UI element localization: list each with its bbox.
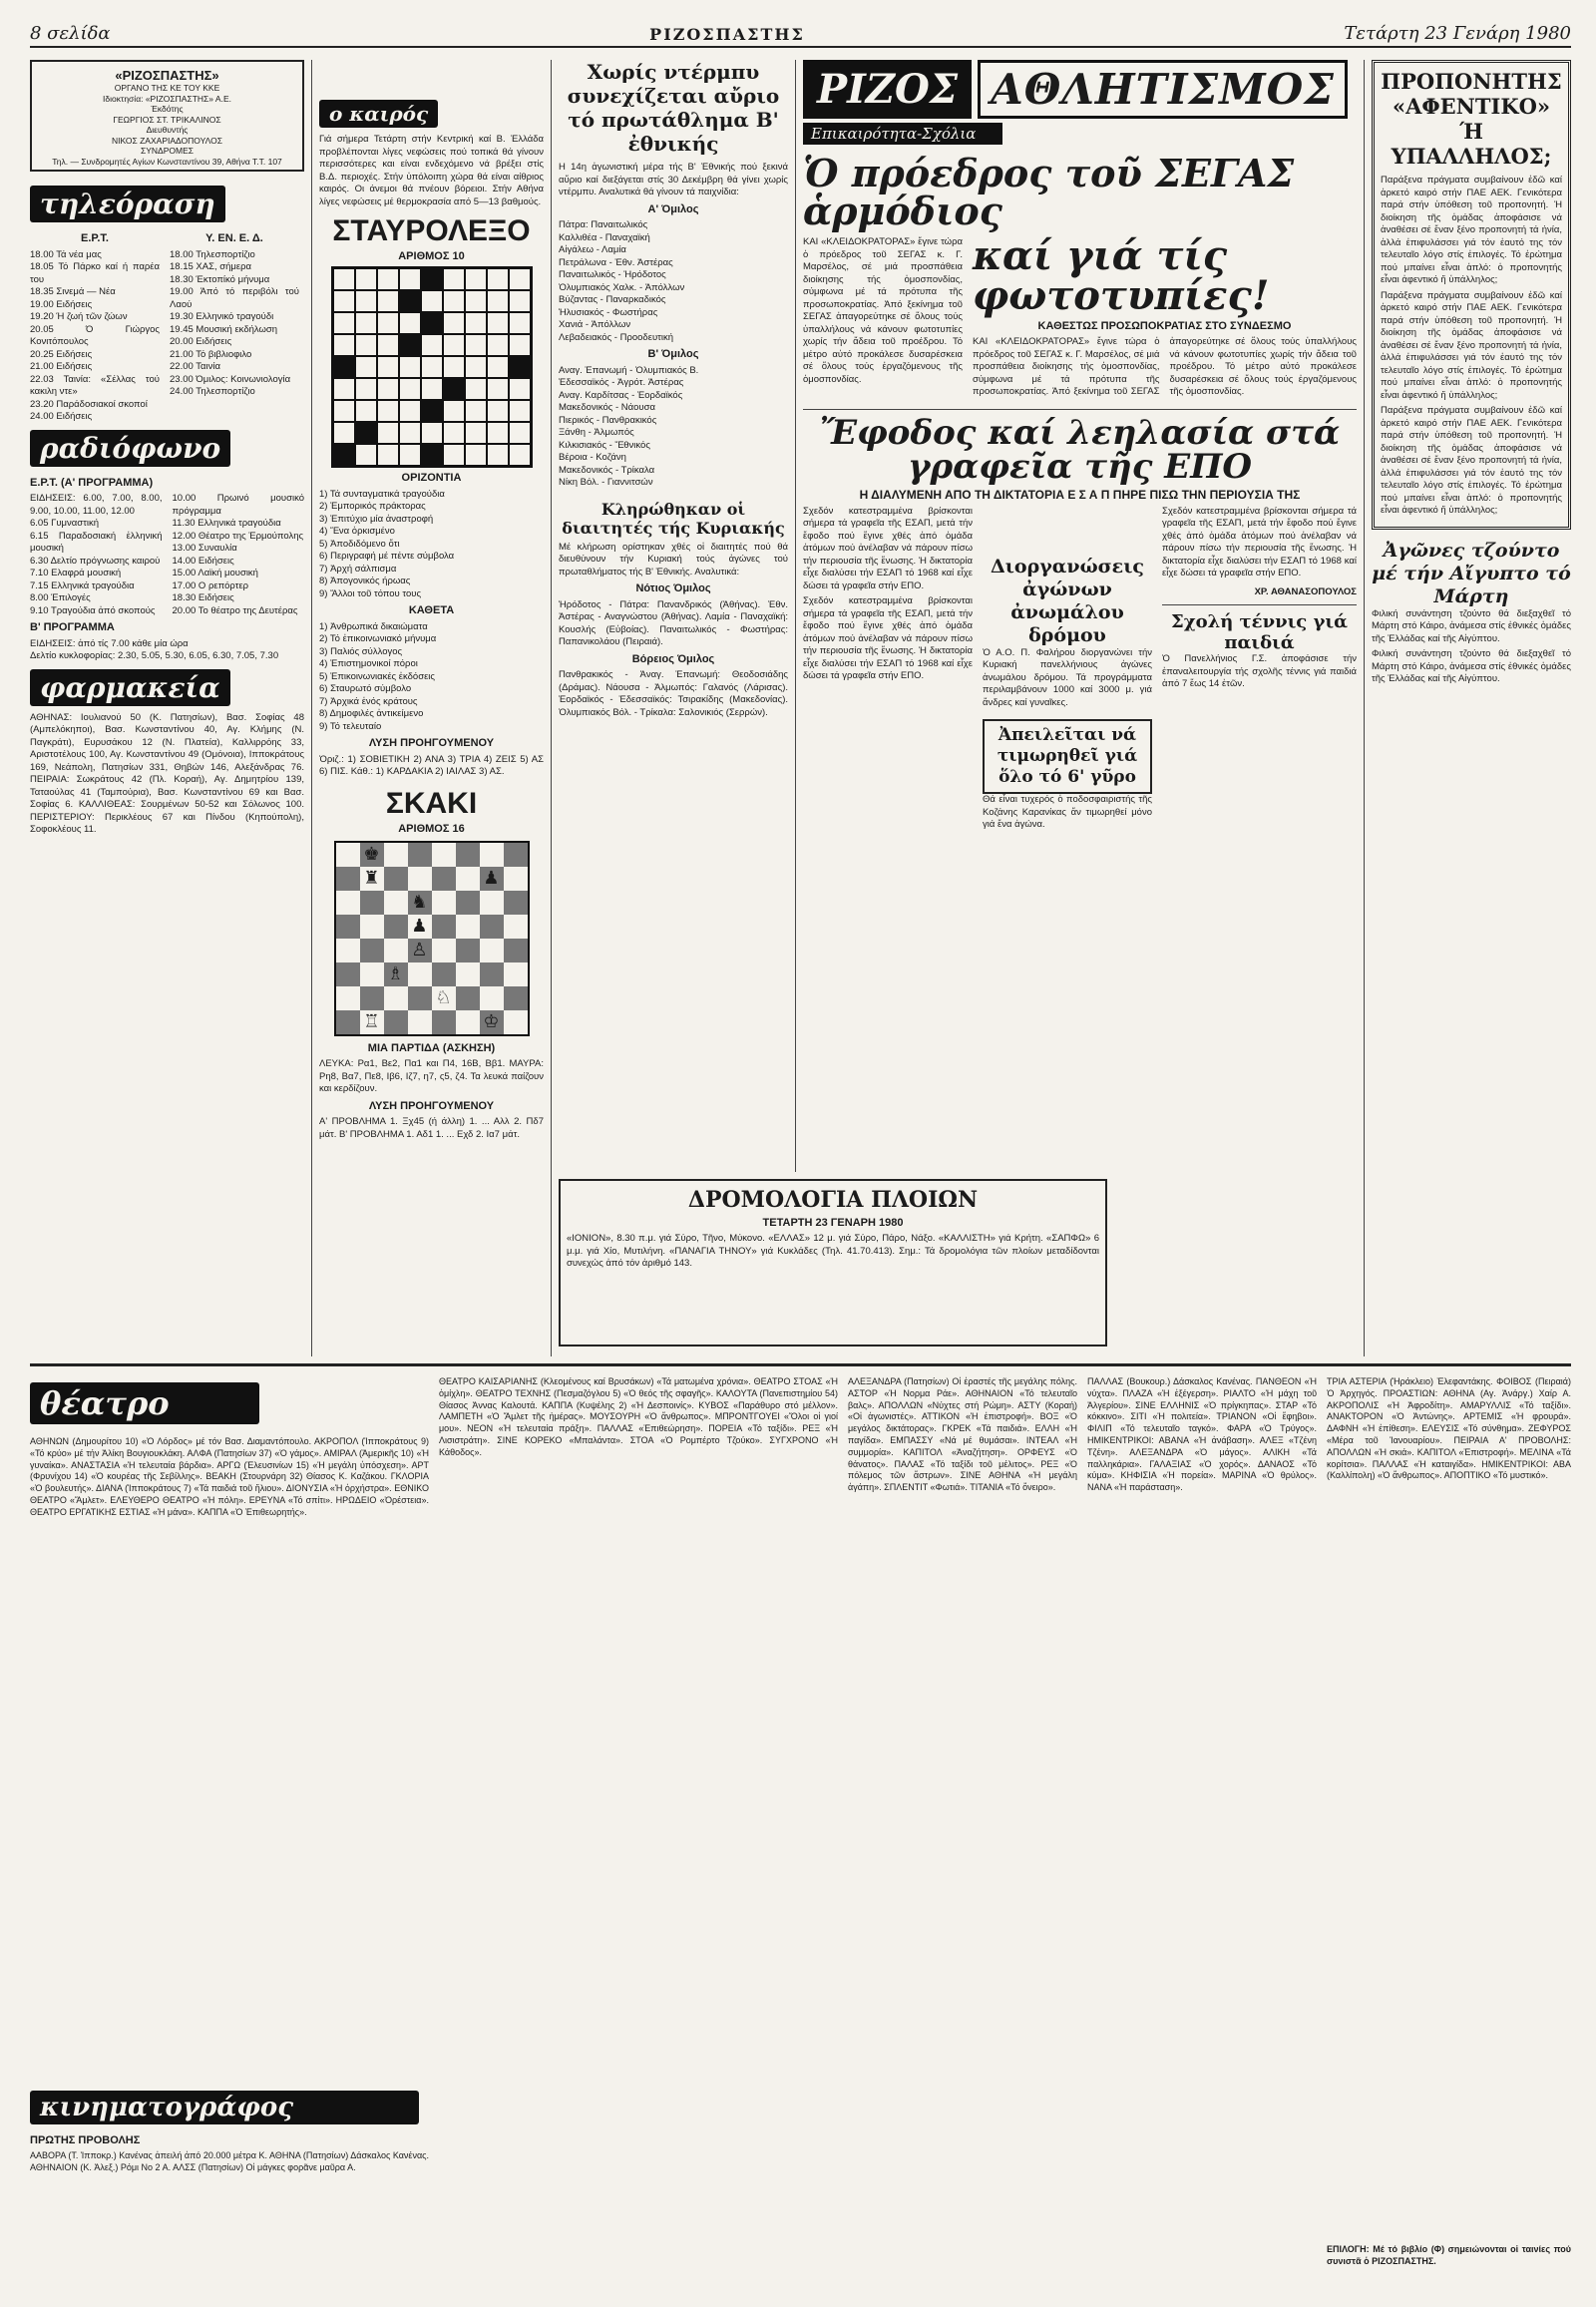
crossword-cell — [421, 378, 443, 400]
crossword-number: ΑΡΙΘΜΟΣ 10 — [398, 250, 465, 262]
crossword-cell — [465, 268, 487, 290]
chess-square — [360, 915, 384, 939]
cinema-col-1: ΑΛΕΞΑΝΔΡΑ (Πατησίων) Οἱ ἐραστές τῆς μεγάλης πόλης. ΑΣΤΟΡ «Ἡ Νορμα Ράε». ΑΘΗΝΑΙΟΝ «Τό τελευταῖο βαλς». ΑΠΟΛΛΩΝ «Νύχτες στή Ρώμη». ΑΣΤΥ (Κοραή) «Οἱ ἀγωνιστές». ΑΤΤΙΚΟΝ «Ἡ ἐπιστροφή». ΒΟΞ «Ὁ μεγάλος δικτάτορας». ΓΚΡΕΚ «Τά παιδιά». ΕΛΛΗ «Ἡ παγίδα». ΕΜΠΑΣΣΥ «Νά μέ θυμάσαι». ΙΝΤΕΑΛ «Ἡ συμμορία». ΚΑΠΙΤΟΛ «Ἀναζήτηση». ΟΡΦΕΥΣ «Ὁ θάνατος». ΠΑΛΑΣ «Τό ταξίδι τοῦ μέλιτος». ΡΕΞ «Ὁ πόλεμος τῶν ἄστρων». ΣΙΝΕ ΑΘΗΝΑ «Ἡ μεγάλη ἀγάπη». ΣΠΛΕΝΤΙΤ «Φωτιά». ΤΙΤΑΝΙΑ «Τό ὄνειρο». — [848, 1376, 1077, 1493]
chess-square: ♔ — [480, 1010, 504, 1034]
crossword-cell — [377, 356, 399, 378]
listings-section — [30, 1363, 1571, 2291]
chess-square — [408, 867, 432, 891]
segas-subhead: ΚΑΘΕΣΤΩΣ ΠΡΟΣΩΠΟΚΡΑΤΙΑΣ ΣΤΟ ΣΥΝΔΕΣΜΟ — [1037, 320, 1292, 332]
crossword-cell — [509, 378, 531, 400]
theatre-col-1: ΑΘΗΝΩΝ (Δημουρίτου 10) «Ὁ Λόρδος» μέ τόν Βασ. Διαμαντόπουλο. ΑΚΡΟΠΟΛ (Ἱπποκράτους 9) «Τό κρύο» μέ τήν Ἀλίκη Βουγιουκλάκη. ΑΛΦΑ (Πατησίων 37) «Ὁ γάμος». ΑΜΙΡΑΛ (Ἀμερικῆς 10) «Ἡ γυναίκα». ΑΝΑΣΤΑΣΙΑ «Ἡ τελευταία βάρδια». ΑΡΓΩ (Ἐλευσινίων 15) «Ἡ μεγάλη ὑπόσχεση». ΑΡΤ (Φρυνίχου 14) «Ὁ κουρέας τῆς Σεβίλλης». ΒΕΑΚΗ (Στουρνάρη 32) Θίασος Κ. Καζάκου. ΓΚΛΟΡΙΑ «Ὁ βουλευτής». ΔΙΑΝΑ (Ἱπποκράτους 7) «Τά παιδιά τοῦ ἥλιου». ΔΙΟΝΥΣΙΑ «Ἡ ὀρχήστρα». ΕΘΝΙΚΟ ΘΕΑΤΡΟ «Ἄμλετ». ΕΛΕΥΘΕΡΟ ΘΕΑΤΡΟ «Ἡ πόλη». ΕΡΕΥΝΑ «Τό σπίτι». ΗΡΩΔΕΙΟ «Ὀρέστεια». ΘΕΑΤΡΟ ΕΡΓΑΤΙΚΗΣ ΕΣΤΙΑΣ «Ἡ μάνα». ΚΑΠΠΑ «Ὁ Ἐπιθεωρητής». — [30, 1436, 429, 1517]
chess-square — [384, 867, 408, 891]
crossword-cell — [509, 290, 531, 312]
column-divider — [795, 60, 796, 1172]
chess-square — [384, 843, 408, 867]
chess-square — [360, 939, 384, 962]
crosscountry-body: Ὁ Α.Ο. Π. Φαλήρου διοργανώνει τήν Κυριακή πανελλήνιους ἀγώνες ἀνωμάλου δρόμου. Τά προγράμματα περιλαμβάνουν 1000 καί 3000 μ. γιά ἄνδρες καί γυναῖκες. — [983, 646, 1152, 708]
league-headline: Χωρίς ντέρμπυ συνεχίζεται αὔριο τό πρωτάθλημα Β' ἐθνικής — [567, 60, 780, 156]
crossword-cell — [509, 444, 531, 466]
crossword-cell — [377, 378, 399, 400]
crossword-cell — [355, 312, 377, 334]
chess-square — [504, 843, 528, 867]
chess-square — [432, 843, 456, 867]
crossword-cell — [355, 290, 377, 312]
crossword-cell — [377, 290, 399, 312]
chess-text: ΜΙΑ ΠΑΡΤΙΔΑ (ΑΣΚΗΣΗ) ΛΕΥΚΑ: Ρα1, Βε2, Πα1 και Π4, 16Β, Ββ1. ΜΑΥΡΑ: Ρη8, Βα7, Πε8, Ιβ6, Ιζ7, η7, ς5, ζ4. Τα λευκά παίζουν και κερδίζουν. ΛΥΣΗ ΠΡΟΗΓΟΥΜΕΝΟΥ Α' ΠΡΟΒΛΗΜΑ 1. Ξχ45 (ή άλλη) 1. ... Αλλ 2. Πδ7 μάτ. Β' ΠΡΟΒΛΗΜΑ 1. Αδ1 1. ... Εχδ 2. Ια7 μάτ. — [319, 1041, 544, 1140]
tennis-body: Ὁ Πανελλήνιος Γ.Σ. ἀποφάσισε τήν ἐπαναλειτουργία τής σχολῆς τέννις γιά παιδιά ἀπό 7 ἕως 14 ἐτῶν. — [1162, 653, 1357, 689]
crossword-cell — [377, 422, 399, 444]
ferry-schedule — [559, 1179, 1107, 1346]
crossword-cell — [377, 444, 399, 466]
crossword-cell — [399, 290, 421, 312]
chess-square — [432, 867, 456, 891]
crossword-cell — [487, 444, 509, 466]
chess-square — [480, 986, 504, 1010]
chess-square — [504, 939, 528, 962]
crossword-cell — [421, 422, 443, 444]
tv-yened: Υ. ΕΝ. Ε. Δ. 18.00 Τηλεσπορτίζιο 18.15 ΧΑΣ, σήμερα 18.30 Έκτοπίκό μήνυμα 19.00 Άπό τό περιβόλι τού Λαού 19.30 Ελληνικό τραγούδι 19.45 Μουσική εκδήλωση 20.00 Ειδήσεις 21.00 Τό βιβλιοφιλο 22.00 Ταινία 23.00 Όμιλος: Κοινωνιολογία 24.00 Τηλεσπορτίζιο — [170, 232, 299, 397]
crossword-cell — [443, 334, 465, 356]
chess-square: ♚ — [360, 843, 384, 867]
byline: ΧΡ. ΑΘΑΝΑΣΟΠΟΥΛΟΣ — [1254, 585, 1357, 597]
crossword-cell — [509, 400, 531, 422]
ferry-text: «ΙΟΝΙΟΝ», 8.30 π.μ. γιά Σύρο, Τῆνο, Μύκονο. «ΕΛΛΑΣ» 12 μ. γιά Σύρο, Πάρο, Νάξο. «ΚΑΛΛΙΣΤΗ» γιά Κρήτη. «ΣΑΠΦΩ» 6 μ.μ. γιά Χίο, Μυτιλήνη. «ΠΑΝΑΓΙΑ ΤΗΝΟΥ» γιά Κυκλάδες (Τηλ. 41.70.413). Σημ.: Τά δρομολόγια τῶν πλοίων μεταδίδονται συνεχώς ἀπό τόν ἀριθμό 143. — [567, 1233, 1099, 1269]
chess-square — [432, 962, 456, 986]
crossword-cell — [465, 356, 487, 378]
chess-square — [336, 891, 360, 915]
crossword-cell — [421, 334, 443, 356]
sports-section-title: ΑΘΛΗΤΙΣΜΟΣ — [978, 60, 1348, 119]
judo-headline: Ἀγῶνες τζούντο μέ τήν Αἴγυπτο τό Μάρτη — [1372, 539, 1571, 607]
chess-square — [384, 986, 408, 1010]
chess-square: ♜ — [363, 868, 380, 889]
chess-square — [432, 891, 456, 915]
chess-square — [456, 986, 480, 1010]
chess-square — [408, 962, 432, 986]
crossword-cell — [487, 290, 509, 312]
crossword-cell — [333, 378, 355, 400]
chess-square — [336, 867, 360, 891]
chess-square: ♖ — [363, 1011, 380, 1032]
crossword-cell — [399, 400, 421, 422]
theatre-col-2: ΘΕΑΤΡΟ ΚΑΙΣΑΡΙΑΝΗΣ (Κλεομένους καί Βρυσάκων) «Τά ματωμένα χρόνια». ΘΕΑΤΡΟ ΣΤΟΑΣ «Ἡ ὁμίχλη». ΘΕΑΤΡΟ ΤΕΧΝΗΣ (Πεσμαζόγλου 5) «Ὁ θεός τῆς σφαγῆς». ΚΑΛΟΥΤΑ (Πανεπιστημίου 54) Θίασος Ἀννας Καλουτά. ΚΑΠΠΑ (Κυψέλης 2) «Ἡ Δεσποινίς». ΚΥΒΟΣ «Παράθυρο στό μέλλον». ΛΑΜΠΕΤΗ «Ὁ Ἄμλετ τῆς ἡμέρας». ΜΟΥΣΟΥΡΗ «Ὁ ἄνθρωπος». ΜΠΡΟΝΤΓΟΥΕΙ «Ὅλοι οἱ γιοί μου». ΝΕΟΝ «Ἡ τελευταία πράξη». ΠΑΛΛΑΣ «Ἐπιθεώρηση». ΠΟΡΕΙΑ «Τό ταξίδι». ΡΕΞ «Ἡ Λισιστράτη». ΣΙΝΕ ΚΟΡΕΚΟ «Μπαλάντα». ΣΤΟΑ «Ὁ Ρομπέρτο Τζούκο». ΣΥΓΧΡΟΝΟ «Ἡ Κάθοδος». — [439, 1376, 838, 1457]
crossword-cell — [421, 268, 443, 290]
chess-square: ♟ — [411, 916, 428, 937]
crossword-cell — [487, 312, 509, 334]
referees-headline: Κληρώθηκαν οἱ διαιτητές τής Κυριακής — [562, 499, 785, 538]
crossword-cell — [333, 290, 355, 312]
crossword-cell — [509, 356, 531, 378]
judo-body: Φιλική συνάντηση τζούντο θά διεξαχθεῖ τό Μάρτη στό Κάιρο, ἀνάμεσα στίς ἐθνικές ὁμάδες τῆς Ἑλλάδας καί τῆς Αἰγύπτου. Φιλική συνάντηση τζούντο θά διεξαχθεῖ τό Μάρτη στό Κάιρο, ἀνάμεσα στίς ἐθνικές ὁμάδες τῆς Ἑλλάδας καί τῆς Αἰγύπτου. — [1372, 607, 1571, 684]
paper-name: ΡΙΖΟΣΠΑΣΤΗΣ — [649, 25, 805, 44]
crossword-cell — [355, 400, 377, 422]
chess-square — [480, 891, 504, 915]
chess-square — [432, 939, 456, 962]
crossword-clues: ΟΡΙΖΟΝΤΙΑ 1) Τά συνταγματικά τραγούδια 2) Ἐμπορικός πράκτορας 3) Ἐπιτύχιο μία ἀναστροφή 4) Ἕνα ὁρκισμένο 5) Ἀποδιδόμενο ὅτι 6) Περιγραφή μέ πέντε σύμβολα 7) Ἀρχή σάλπισμα 8) Ἀπογονικός ήρωας 9) Ἄλλοι τοῦ τόπου τους ΚΑΘΕΤΑ 1) Ἀνθρωπικά δικαιώματα 2) Τό ἐπικοινωνιακό μήνυμα 3) Παλιός σύλλογος 4) Ἐπιστημονικοί πόροι 5) Ἐπικοινωνιακές ἐκδόσεις 6) Σταυρωτό σύμβολο 7) Ἀρχικά ἑνός κράτους 8) Δημοφιλές ἀντικείμενο 9) Τό τελευταίο ΛΥΣΗ ΠΡΟΗΓΟΥΜΕΝΟΥ Ὁριζ.: 1) ΣΟΒΙΕΤΙΚΗ 2) ΑΝΑ 3) ΤΡΙΑ 4) ΖΕΙΣ 5) ΑΣ 6) ΠΙΣ. Κάθ.: 1) ΚΑΡΔΑΚΙΑ 2) ΙΑΙΛΑΣ 3) ΑΣ. — [319, 472, 544, 777]
crossword-cell — [487, 356, 509, 378]
crossword-cell — [399, 334, 421, 356]
chess-square — [336, 986, 360, 1010]
crossword-cell — [377, 334, 399, 356]
crossword-cell — [443, 400, 465, 422]
column-league — [559, 60, 788, 1356]
crossword-cell — [421, 290, 443, 312]
chess-square — [504, 915, 528, 939]
chess-square — [456, 891, 480, 915]
ferry-title: ΔΡΟΜΟΛΟΓΙΑ ΠΛΟΙΩΝ — [687, 1187, 979, 1213]
tv-ert: Ε.Ρ.Τ. 18.00 Τά νέα μας 18.05 Τό Πάρκο καί ή παρέα του 18.35 Σινεμά — Νέα 19.00 Ειδήσεις 19.20 Ή ζωή τῶν ζώων 20.05 Ό Γιώργος Κονιτόπουλος 20.25 Ειδήσεις 21.00 Ειδήσεις 22.03 Ταινία: «Σέλλας τού κακιλη ντε» 23.20 Παράδοσιακοί σκοποί 24.00 Ειδήσεις — [30, 232, 160, 422]
crossword-cell — [377, 268, 399, 290]
sports-tag: Επικαιρότητα-Σχόλια — [803, 123, 1002, 145]
crossword-cell — [465, 334, 487, 356]
crossword-cell — [443, 378, 465, 400]
crossword-title: ΣΤΑΥΡΟΛΕΞΟ — [332, 214, 531, 247]
crossword-cell — [377, 400, 399, 422]
crossword-cell — [443, 444, 465, 466]
crossword-cell — [399, 422, 421, 444]
chess-square — [504, 962, 528, 986]
chess-square — [432, 1010, 456, 1034]
column-divider — [311, 60, 312, 1356]
tv-listings — [30, 228, 304, 424]
crossword-cell — [465, 378, 487, 400]
weather-banner: ο καιρός — [319, 100, 438, 128]
chess-square — [432, 915, 456, 939]
crossword-cell — [465, 444, 487, 466]
cinema-text: ΑΑΒΟΡΑ (Τ. Ἱπποκρ.) Κανένας ἀπειλή ἀπό 20.000 μέτρα Κ. ΑΘΗΝΑ (Πατησίων) Δάσκαλος Κανένας. ΑΘΗΝΑΙΟΝ (Κ. Ἀλεξ.) Ρόμι Νο 2 Α. ΑΛΣΣ (Πατησίων) Οἱ μάγκες φορᾶνε μαῦρα Α. — [30, 2150, 429, 2172]
chess-square — [360, 986, 384, 1010]
cinema-footer: ΕΠΙΛΟΓΗ: Μέ τό βιβλίο (Φ) σημειώνονται οἱ ταινίες πού συνιστᾶ ὁ ΡΙΖΟΣΠΑΣΤΗΣ. — [1327, 2244, 1571, 2266]
crossword-cell — [509, 268, 531, 290]
cinema-col-2: ΠΑΛΛΑΣ (Βουκουρ.) Δάσκαλος Κανένας. ΠΑΝΘΕΟΝ «Ἡ νύχτα». ΠΛΑΖΑ «Ἡ ἐξέγερση». ΡΙΑΛΤΟ «Ἡ μάχη τοῦ Ἀλγερίου». ΣΙΝΕ ΕΛΛΗΝΙΣ «Ὁ πρίγκηπας». ΣΤΑΡ «Τό κόκκινο». ΣΙΤΙ «Ἡ πολιτεία». ΤΡΙΑΝΟΝ «Οἱ ἔφηβοι». ΦΙΛΙΠ «Τό τελευταῖο ταγκό». ΦΑΡΑ «Ὁ Τρύγος». ΗΜΙΚΕΝΤΡΙΚΟΙ: ΑΒΑΝΑ «Ἡ ἀνάβαση». ΑΛΕΞ «Τζένη Τζένη». ΑΛΕΞΑΝΔΡΑ «Ὁ μάγος». ΑΛΙΚΗ «Τά παλληκάρια». ΓΑΛΑΞΙΑΣ «Ὁ χορός». ΔΑΝΑΟΣ «Τό κύμα». ΚΗΦΙΣΙΑ «Ἡ πορεία». ΜΑΡΙΝΑ «Ὁ θρύλος». ΝΑΝΑ «Ἡ παράσταση». — [1087, 1376, 1317, 1493]
crossword-cell — [421, 312, 443, 334]
crossword-cell — [421, 356, 443, 378]
crossword-cell — [399, 268, 421, 290]
chess-square — [336, 962, 360, 986]
sports-section — [803, 60, 1357, 1172]
chess-square — [456, 867, 480, 891]
crossword-cell — [443, 268, 465, 290]
chess-square — [504, 891, 528, 915]
coach-body: Παράξενα πράγματα συμβαίνουν ἐδῶ καί ἀρκετό καιρό στήν ΠΑΕ ΑΕΚ. Γενικότερα παρά στήν ὑπόθεση τοῦ προπονητή. Ἡ διοίκηση τῆς ὁμάδας ἀποφάσισε νά ἀναθέσει σέ ἕναν ξένο προπονητή τά ἡνία, ἀλλά ἐπιφυλάσσει γιά τόν ἑαυτό της τόν τελευταῖο λόγο στίς ἐπιλογές. Τό ἐρώτημα πού μπαίνει εἶναι ἁπλό: ὁ προπονητής εἶναι ἀφεντικό ἤ ὑπάλληλος; Παράξενα πράγματα συμβαίνουν ἐδῶ καί ἀρκετό καιρό στήν ΠΑΕ ΑΕΚ. Γενικότερα παρά στήν ὑπόθεση τοῦ προπονητή. Ἡ διοίκηση τῆς ὁμάδας ἀποφάσισε νά ἀναθέσει σέ ἕναν ξένο προπονητή τά ἡνία, ἀλλά ἐπιφυλάσσει γιά τόν ἑαυτό της τόν τελευταῖο λόγο στίς ἐπιλογές. Τό ἐρώτημα πού μπαίνει εἶναι ἁπλό: ὁ προπονητής εἶναι ἀφεντικό ἤ ὑπάλληλος; Παράξενα πράγματα συμβαίνουν ἐδῶ καί ἀρκετό καιρό στήν ΠΑΕ ΑΕΚ. Γενικότερα παρά στήν ὑπόθεση τοῦ προπονητή. Ἡ διοίκηση τῆς ὁμάδας ἀποφάσισε νά ἀναθέσει σέ ἕναν ξένο προπονητή τά ἡνία, ἀλλά ἐπιφυλάσσει γιά τόν ἑαυτό της τόν τελευταῖο λόγο στίς ἐπιλογές. Τό ἐρώτημα πού μπαίνει εἶναι ἁπλό: ὁ προπονητής εἶναι ἀφεντικό ἤ ὑπάλληλος; — [1381, 175, 1562, 516]
chess-square — [336, 939, 360, 962]
chess-square: ♘ — [435, 987, 452, 1008]
penalty-headline: Ἀπειλεῖται νά τιμωρηθεῖ γιά ὅλο τό 6' γῦρο — [997, 725, 1138, 787]
cinema-premiere-label: ΠΡΩΤΗΣ ΠΡΟΒΟΛΗΣ — [30, 2134, 141, 2146]
crossword-cell — [465, 422, 487, 444]
column-divider — [551, 60, 552, 1356]
crossword-cell — [399, 378, 421, 400]
crossword-cell — [443, 356, 465, 378]
tennis-headline: Σχολή τέννις γιά παιδιά — [1162, 604, 1357, 653]
chess-square — [480, 915, 504, 939]
cinema-col-3: ΤΡΙΑ ΑΣΤΕΡΙΑ (Ἡράκλειο) Ἐλεφαντάκης. ΦΟΙΒΟΣ (Πειραιά) Ὁ Ἀρχηγός. ΠΡΟΑΣΤΙΩΝ: ΑΘΗΝΑ (Αγ. Ἀνάργ.) Χαίρ Α. ΑΚΡΟΠΟΛΙΣ «Ἡ Ἀφροδίτη». ΑΜΑΡΥΛΛΙΣ «Τό ταξίδι». ΑΝΑΚΤΟΡΟΝ «Ὁ Ἀντώνης». ΑΡΤΕΜΙΣ «Ἡ φρουρά». ΔΑΦΝΗ «Ἡ ἐπίθεση». ΕΛΕΥΣΙΣ «Τό σύνθημα». ΖΕΦΥΡΟΣ «Μέρα τοῦ Ἰανουαρίου». ΠΕΙΡΑΙΑ Α' ΠΡΟΒΟΛΗΣ: ΑΠΟΛΛΩΝ «Ἡ σκιά». ΚΑΠΙΤΟΛ «Ἐπιστροφή». ΜΕΛΙΝΑ «Τά κορίτσια». ΠΑΛΛΑΣ «Ἡ καταιγίδα». ΗΜΙΚΕΝΤΡΙΚΟΙ: ΑΒΑ (Καλλίπολη) «Ὁ ἄνθρωπος». ΑΠΟΠΤΙΚΟ «Τό μυστικό». — [1327, 1376, 1571, 1481]
chess-square — [360, 891, 384, 915]
crossword-cell — [399, 356, 421, 378]
chess-number: ΑΡΙΘΜΟΣ 16 — [398, 822, 465, 835]
issue-date: Τετάρτη 23 Γενάρη 1980 — [1344, 23, 1571, 44]
sports-header — [803, 60, 1357, 119]
crossword-cell — [377, 312, 399, 334]
imprint-box — [30, 60, 304, 172]
cinema-banner: κινηματογράφος — [30, 2091, 419, 2124]
chess-square — [336, 843, 360, 867]
coach-box — [1372, 60, 1571, 530]
chess-square — [408, 1010, 432, 1034]
chess-square: ♞ — [408, 891, 432, 915]
segas-body-cont: ΚΑΙ «ΚΛΕΙΔΟΚΡΑΤΟΡΑΣ» ἔγινε τώρα ὁ πρόεδρος τοῦ ΣΕΓΑΣ κ. Γ. Μαρσέλος, σέ μιά προσπάθεια διοίκησης τής ὁμοσπονδίας, σύμφωνα μέ τά πρότυπα τῆς προσωποκρατίας. Ἀπό ξεκίνημα τοῦ ΣΕΓΑΣ ἀπαγορεύτηκε σέ ὅλους τούς ὑπαλλήλους νά κάνουν φωτοτυπίες χωρίς τήν ἄδεια τοῦ προέδρου. Τό μέτρο αὐτό προκάλεσε δυσαρέσκεια σέ ὅλους τούς ἐργαζόμενους τῆς ὁμοσπονδίας. — [973, 336, 1357, 397]
chess-square — [456, 843, 480, 867]
crossword-cell — [443, 290, 465, 312]
radio-banner: ραδιόφωνο — [30, 430, 230, 467]
crossword-cell — [465, 400, 487, 422]
chess-square — [456, 1010, 480, 1034]
chess-square — [504, 986, 528, 1010]
chess-square — [384, 939, 408, 962]
crossword-cell — [399, 312, 421, 334]
crossword-cell — [487, 334, 509, 356]
crossword-cell — [509, 312, 531, 334]
chess-square — [480, 939, 504, 962]
crossword-cell — [333, 268, 355, 290]
column-divider — [1364, 60, 1365, 1356]
epo-body: Σχεδόν κατεστραμμένα βρίσκονται σήμερα τά γραφεῖα τῆς ΕΣΑΠ, μετά τήν ἔφοδο πού ἔγινε χθές ἀπό ὁμάδα ἀτόμων πού ἀνέλαβαν νά πάρουν πίσω τήν περιουσία τῆς ἕνωσης. Ἡ δικτατορία εἶχε διαλύσει τήν ΕΣΑΠ τό 1968 καί εἶχε δώσει τά γραφεῖα στήν ΕΠΟ. Σχεδόν κατεστραμμένα βρίσκονται σήμερα τά γραφεῖα τῆς ΕΣΑΠ, μετά τήν ἔφοδο πού ἔγινε χθές ἀπό ὁμάδα ἀτόμων πού ἀνέλαβαν νά πάρουν πίσω τήν περιουσία τῆς ἕνωσης. Ἡ δικτατορία εἶχε διαλύσει τήν ΕΣΑΠ τό 1968 καί εἶχε δώσει τά γραφεῖα στήν ΕΠΟ. — [803, 505, 973, 681]
crossword-cell — [333, 356, 355, 378]
chess-square — [384, 891, 408, 915]
crossword-cell — [487, 422, 509, 444]
chess-square: ♙ — [408, 939, 432, 962]
chess-square — [384, 1010, 408, 1034]
chess-square — [384, 915, 408, 939]
league-body: Η 14η ἀγωνιστική μέρα τής Β' Ἐθνικής πού ξεκινά αὔριο καί διεξάγεται στίς 30 Δεκέμβρη θά γίνει χωρίς ντέρμπυ. Αναλυτικά θά γίνουν τά παιχνίδια: Α' Όμιλος Πάτρα: Παναιτωλικός Καλλιθέα - Παναχαϊκή Αἰγάλεω - Λαμία Πετράλωνα - Ἐθν. Ἀστέρας Παναιτωλικός - Ἡρόδοτος Ὀλυμπιακός Χαλκ. - Ἀπόλλων Βύζαντας - Παναρκαδικός Ἠλυσιακός - Φωστήρας Χανιά - Ἀπόλλων Λεβαδειακός - Προοδευτική Β' Όμιλος Αναγ. Ἐπανωμή - Ὀλυμπιακός Β. Ἑδεσσαϊκός - Ἀγρότ. Ἀστέρας Αναγ. Καρδίτσας - Ἐορδαϊκός Μακεδονικός - Νάουσα Πιερικός - Πανθρακικός Ξάνθη - Ἀλμωπός Κιλκισιακός - Ἔθνικός Βέροια - Κοζάνη Μακεδονικός - Τρίκαλα Νίκη Βόλ. - Γιαννιτσών — [559, 162, 788, 488]
crossword-cell — [399, 444, 421, 466]
crossword-cell — [421, 400, 443, 422]
masthead — [30, 20, 1571, 48]
crossword-cell — [443, 422, 465, 444]
crossword-cell — [465, 312, 487, 334]
crossword-cell — [355, 334, 377, 356]
chess-square — [336, 915, 360, 939]
column-puzzles — [319, 60, 544, 1356]
crossword-cell — [333, 400, 355, 422]
epo-headline: Ἔφοδος καί λεηλασία στά γραφεῖα τῆς ΕΠΟ — [819, 412, 1341, 487]
referees-body: Μέ κλήρωση ορίστηκαν χθές οἱ διαιτητές πού θά διευθύνουν τήν Κυριακή τούς ἀγώνες τού πρωταθλήματος τής Β' Ἐθνικής. Αναλυτικά: Νότιος Όμιλος Ἡρόδοτος - Πάτρα: Πανανδρικός (Ἀθήνας). Ἐθν. Ἀστέρας - Αναγνώστου (Ἀθήνας). Λαμία - Παναχαϊκή: Κουσλής (Εὐβοίας). Παναιτωλικός - Φωστήρας: Παπανικολάου (Πειραιά). Βόρειος Όμιλος Πανθρακικός - Ἀναγ. Ἐπανωμή: Θεοδοσιάδης (Δράμας). Νάουσα - Ἀλμωπός: Γαλανός (Λάρισας). Ἐορδαϊκός - Ἐδεσσαϊκός: Τσιρακίδης (Μακεδονίας). Ὀλυμπιακός Βόλ. - Τρίκαλα: Σαλονικιός (Σερρών). — [559, 541, 788, 718]
segas-kicker: καί γιά τίς φωτοτυπίες! — [973, 232, 1270, 319]
radio-listings: Ε.Ρ.Τ. (Α' ΠΡΟΓΡΑΜΜΑ) ΕΙΔΗΣΕΙΣ: 6.00, 7.00, 8.00, 9.00, 10.00, 11.00, 12.00 6.05 Γυμναστική 6.15 Παραδοσιακή ἑλληνική μουσική 6.30 Δελτίο πρόγνωσης καιρού 7.10 Ελαφρά μουσική 7.15 Ελληνικά τραγούδια 8.00 Έπιλογές 9.10 Τραγούδια ἀπό σκοπούς 10.00 Πρωινό μουσικό πρόγραμμα 11.30 Ελληνικά τραγούδια 12.00 Θέατρο της Ἑρμούπολης 13.00 Συναυλία 14.00 Ειδήσεις 15.00 Λαϊκή μουσική 17.00 Ο ρεπόρτερ 18.30 Ειδήσεις 20.00 Το θέατρο της Δευτέρας Β' ΠΡΟΓΡΑΜΜΑ ΕΙΔΗΣΕΙΣ: ἀπό τίς 7.00 κάθε μία ώρα Δελτίο κυκλοφορίας: 2.30, 5.05, 5.30, 6.05, 6.30, 7.05, 7.30 — [30, 476, 304, 661]
crossword-grid — [331, 266, 533, 468]
crossword-cell — [333, 312, 355, 334]
crossword-cell — [355, 422, 377, 444]
epo-body-cont: Σχεδόν κατεστραμμένα βρίσκονται σήμερα τά γραφεῖα τῆς ΕΣΑΠ, μετά τήν ἔφοδο πού ἔγινε χθές ἀπό ὁμάδα ἀτόμων πού ἀνέλαβαν νά πάρουν πίσω τήν περιουσία τῆς ἕνωσης. Ἡ δικτατορία εἶχε διαλύσει τήν ΕΣΑΠ τό 1968 καί εἶχε δώσει τά γραφεῖα στήν ΕΠΟ. — [1162, 505, 1357, 578]
epo-subhead: Η ΔΙΑΛΥΜΕΝΗ ΑΠΟ ΤΗ ΔΙΚΤΑΤΟΡΙΑ Ε Σ Α Π ΠΗΡΕ ΠΙΣΩ ΤΗΝ ΠΕΡΙΟΥΣΙΑ ΤΗΣ — [859, 487, 1301, 502]
sports-brand: ΡΙΖΟΣ — [803, 60, 972, 119]
imprint-title: «ΡΙΖΟΣΠΑΣΤΗΣ» — [115, 68, 219, 83]
chess-square — [360, 962, 384, 986]
segas-headline: Ὁ πρόεδρος τοῦ ΣΕΓΑΣ ἁρμόδιος — [803, 151, 1295, 233]
penalty-body: Θά εἶναι τυχερός ὁ ποδοσφαιριστής τῆς Κοζάνης Καρανίκας ἄν τιμωρηθεί μόνο γιά ἕνα ἀγώνα. — [983, 794, 1152, 830]
pharmacy-text: ΑΘΗΝΑΣ: Ιουλιανού 50 (Κ. Πατησίων), Βασ. Σοφίας 48 (Αμπελόκηποι), Βασ. Κωνσταντίνου 40, Αγ. Κλήμης (Ν. Παγκράτι), Ευρυσάκου 12 (Ν. Πλατεία), Καλλιρρόης 33, Αριστοτέλους 100, Αγ. Κωνσταντίνου 49 (Ομόνοια), Ιπποκράτους 169, Νεάπολη, Πατησίων 331, Θηβών 146, Αλεξάνδρας 76. ΠΕΙΡΑΙΑ: Σωκράτους 42 (Πλ. Κοραή), Αγ. Δημητρίου 139, Ταταούλας 41 (Ταμπούρια), Βασ. Κωνσταντίνου 69 και Βασ. Σοφίας 6. ΚΑΛΛΙΘΕΑΣ: Σουρμένων 50-52 και Σόλωνος 100. ΠΕΡΙΣΤΕΡΙΟΥ: Περικλέους 67 και Πίνδου (Κηπούπολη), Σοφοκλέους 11. — [30, 711, 304, 835]
chess-square — [504, 1010, 528, 1034]
crossword-cell — [487, 378, 509, 400]
pharmacy-banner: φαρμακεία — [30, 669, 230, 706]
weather-text: Γιά σήμερα Τετάρτη στήν Κεντρική καί Β. Ἑλλάδα προβλέπονται λίγες νεφώσεις πού τοπικά θά γίνουν περισσότερες και είναι ενδεχόμενο νά βρέξει στίς Β.Δ. περιοχές. Στήν ὑπόλοιπη χώρα θά είναι αίθριος καιρός. Οι άνεμοι θά πνέουν βόρειοι. Στήν Αθήνα λίγες νεφώσεις μέ θερμοκρασία από 5—13 βαθμούς. — [319, 134, 544, 207]
imprint-lines: ΟΡΓΑΝΟ ΤΗΣ ΚΕ ΤΟΥ ΚΚΕ Ιδιοκτησία: «ΡΙΖΟΣΠΑΣΤΗΣ» Α.Ε. Ἐκδότης ΓΕΩΡΓΙΟΣ ΣΤ. ΤΡΙΚΑΛΙΝΟΣ Διευθυντής ΝΙΚΟΣ ΖΑΧΑΡΙΑΔΟΠΟΥΛΟΣ ΣΥΝΔΡΟΜΕΣ Τηλ. — Συνδρομητές Αγίων Κωνσταντίνου 39, Αθήνα Τ.Τ. 107 — [52, 83, 282, 167]
chess-square: ♗ — [384, 962, 408, 986]
chess-board — [334, 841, 530, 1036]
page-number: 8 σελίδα — [30, 23, 111, 44]
crossword-cell — [509, 334, 531, 356]
tv-banner: τηλεόραση — [30, 186, 225, 222]
crossword-cell — [355, 268, 377, 290]
crossword-cell — [487, 400, 509, 422]
column-listings — [30, 60, 304, 1356]
chess-square — [408, 986, 432, 1010]
chess-square: ♟ — [480, 867, 504, 891]
coach-title: ΠΡΟΠΟΝΗΤΗΣ «ΑΦΕΝΤΙΚΟ» Ή ΥΠΑΛΛΗΛΟΣ; — [1381, 69, 1562, 169]
crossword-cell — [333, 444, 355, 466]
crossword-cell — [443, 312, 465, 334]
crossword-cell — [465, 290, 487, 312]
column-coach — [1372, 60, 1571, 1356]
crossword-cell — [487, 268, 509, 290]
ferry-date: ΤΕΤΑΡΤΗ 23 ΓΕΝΑΡΗ 1980 — [762, 1217, 904, 1229]
crossword-cell — [509, 422, 531, 444]
crossword-cell — [421, 444, 443, 466]
crossword-cell — [355, 444, 377, 466]
segas-body: ΚΑΙ «ΚΛΕΙΔΟΚΡΑΤΟΡΑΣ» ἔγινε τώρα ὁ πρόεδρος τοῦ ΣΕΓΑΣ κ. Γ. Μαρσέλος, σέ μιά προσπάθεια διοίκησης τής ὁμοσπονδίας, σύμφωνα μέ τά πρότυπα τῆς προσωποκρατίας. Ἀπό ξεκίνημα τοῦ ΣΕΓΑΣ ἀπαγορεύτηκε σέ ὅλους τούς ὑπαλλήλους νά κάνουν φωτοτυπίες χωρίς τήν ἄδεια τοῦ προέδρου. Τό μέτρο αὐτό προκάλεσε δυσαρέσκεια σέ ὅλους τούς ἐργαζόμενους τῆς ὁμοσπονδίας. — [803, 236, 963, 385]
chess-square — [504, 867, 528, 891]
chess-square — [456, 962, 480, 986]
crossword-cell — [333, 422, 355, 444]
crossword-cell — [333, 334, 355, 356]
chess-square — [480, 843, 504, 867]
chess-square — [456, 915, 480, 939]
theatre-banner: θέατρο — [30, 1382, 259, 1424]
chess-square — [456, 939, 480, 962]
crosscountry-headline: Διοργανώσεις ἀγώνων ἀνωμάλου δρόμου — [990, 555, 1144, 646]
crossword-cell — [355, 356, 377, 378]
crossword-cell — [355, 378, 377, 400]
chess-title: ΣΚΑΚΙ — [385, 786, 478, 820]
chess-square — [336, 1010, 360, 1034]
chess-square — [408, 843, 432, 867]
chess-square — [480, 962, 504, 986]
